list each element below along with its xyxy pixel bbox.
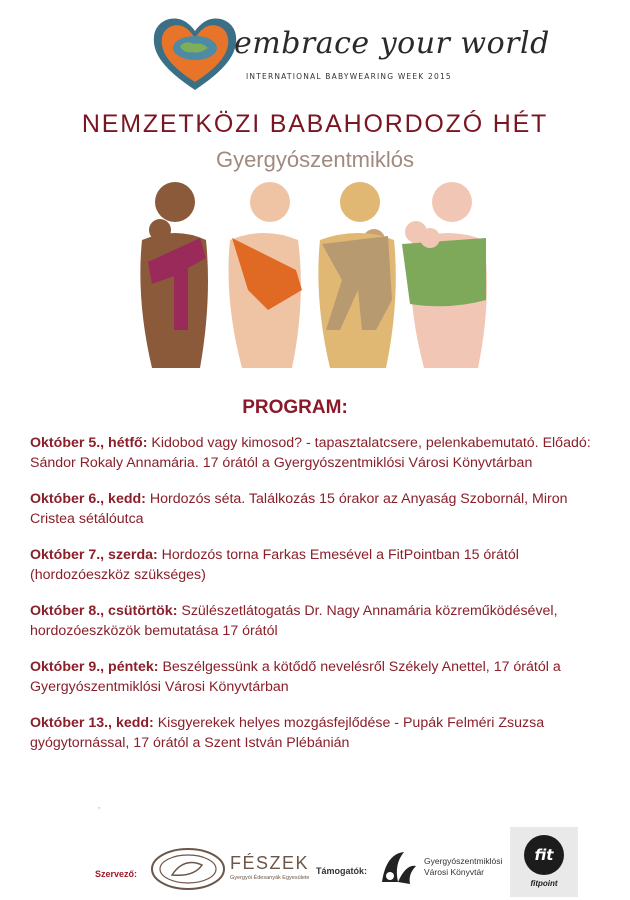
event-date: Október 6., kedd: bbox=[30, 491, 146, 507]
library-name: Gyergyószentmiklósi Városi Könyvtár bbox=[424, 856, 503, 877]
event-description: Hordozós torna Farkas Emesével a FitPointban 15 órától (hordozóeszköz szükséges) bbox=[30, 547, 519, 583]
event-date: Október 13., kedd: bbox=[30, 715, 154, 731]
figure-2-icon bbox=[229, 182, 303, 368]
page-title: NEMZETKÖZI BABAHORDOZÓ HÉT bbox=[81, 110, 549, 138]
figure-3-icon bbox=[318, 182, 395, 368]
list-item bbox=[30, 489, 610, 529]
decorative-mark: ‚ bbox=[98, 800, 100, 810]
nest-icon bbox=[150, 845, 228, 893]
fitpoint-logo bbox=[510, 827, 578, 897]
list-item bbox=[30, 545, 610, 585]
event-date: Október 7., szerda: bbox=[30, 547, 158, 563]
list-item bbox=[30, 433, 610, 473]
event-date: Október 8., csütörtök: bbox=[30, 603, 178, 619]
figure-1-icon bbox=[140, 182, 208, 368]
event-description: Kisgyerekek helyes mozgásfejlődése - Pupák Felméri Zsuzsa gyógytornással, 17 órától a Szent István Plébánián bbox=[30, 715, 545, 751]
list-item bbox=[30, 713, 610, 753]
fitpoint-name: fitpoint bbox=[530, 879, 558, 888]
supporters-label: Támogatók: bbox=[316, 866, 368, 876]
logo-subtitle: INTERNATIONAL BABYWEARING WEEK 2015 bbox=[246, 72, 452, 81]
event-description: Hordozós séta. Találkozás 15 órakor az Anyaság Szobornál, Miron Cristea sétálóutca bbox=[30, 491, 568, 527]
list-item bbox=[30, 601, 610, 641]
event-description: Beszélgessünk a kötődő nevelésről Székely Anettel, 17 órától a Gyergyószentmiklósi Városi Könyvtárban bbox=[30, 659, 561, 695]
feszek-logo bbox=[150, 845, 310, 895]
event-date: Október 5., hétfő: bbox=[30, 435, 148, 451]
program-heading: PROGRAM: bbox=[242, 397, 348, 418]
event-description: Szülészetlátogatás Dr. Nagy Annamária közreműködésével, hordozóeszközök bemutatása 17 órától bbox=[30, 603, 558, 639]
event-date: Október 9., péntek: bbox=[30, 659, 159, 675]
babywearing-figures-illustration bbox=[130, 180, 510, 370]
page-subtitle: Gyergyószentmiklós bbox=[215, 147, 415, 172]
library-icon bbox=[376, 846, 420, 890]
organizer-name: FÉSZEK bbox=[230, 853, 310, 873]
fit-mark: fit bbox=[524, 835, 564, 875]
event-list bbox=[30, 433, 610, 769]
organizer-label: Szervező: bbox=[95, 869, 138, 879]
logo-script-text: embrace your world bbox=[234, 26, 550, 61]
embrace-your-world-logo bbox=[150, 12, 550, 94]
library-logo bbox=[376, 846, 516, 890]
organizer-subtitle: Gyergyói Édesanyák Egyesülete bbox=[230, 875, 310, 881]
list-item bbox=[30, 657, 610, 697]
sponsors-footer bbox=[0, 820, 630, 900]
heart-globe-icon bbox=[150, 12, 240, 94]
event-description: Kidobod vagy kimosod? - tapasztalatcsere, pelenkabemutató. Előadó: Sándor Rokaly Annamária. 17 órától a Gyergyószentmiklósi Városi Könyvtárban bbox=[30, 435, 591, 471]
figure-4-icon bbox=[402, 182, 487, 368]
